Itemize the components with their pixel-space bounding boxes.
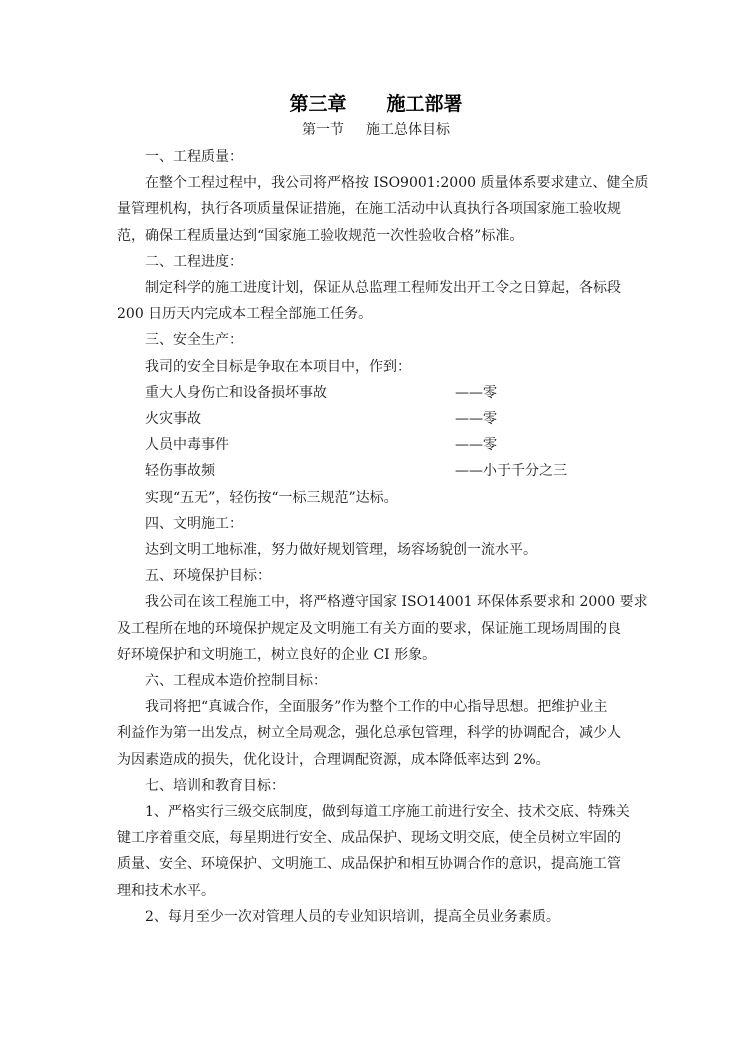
safety-target-label: 重大人身伤亡和设备损坏事故 (145, 384, 327, 401)
safety-target-label: 火灾事故 (145, 411, 201, 428)
safety-target-row (117, 458, 635, 484)
quality-line-1: 在整个工程过程中，我公司将严格按 ISO9001:2000 质量体系要求建立、健全质 (145, 175, 649, 192)
environment-line-1: 我公司在该工程施工中，将严格遵守国家 ISO14001 环保体系要求和 2000 要求 (145, 594, 648, 611)
heading-training: 七、培训和教育目标： (145, 777, 285, 794)
civilized-body: 达到文明工地标准，努力做好规划管理，场容场貌创一流水平。 (145, 542, 537, 559)
training-item-1-line-4: 理和技术水平。 (117, 882, 215, 899)
safety-target-value: ——小于千分之三 (455, 463, 567, 480)
safety-closing: 实现“五无”，轻伤按“一标三规范”达标。 (145, 489, 398, 506)
document-page (117, 90, 649, 930)
safety-target-row (117, 432, 635, 458)
chapter-name: 施工部署 (386, 93, 463, 115)
heading-safety: 三、安全生产： (145, 332, 243, 349)
environment-line-3: 好环境保护和文明施工，树立良好的企业 CI 形象。 (117, 646, 437, 663)
heading-schedule: 二、工程进度： (145, 253, 243, 270)
safety-target-value: ——零 (455, 411, 497, 428)
cost-line-1: 我司将把“真诚合作，全面服务”作为整个工作的中心指导思想。把维护业主 (145, 699, 608, 716)
environment-line-2: 及工程所在地的环境保护规定及文明施工有关方面的要求，保证施工现场周围的良 (117, 620, 621, 637)
training-item-1-line-2: 键工序着重交底，每星期进行安全、成品保护、现场文明交底，使全员树立牢固的 (117, 830, 621, 847)
training-item-1-line-1: 1、严格实行三级交底制度，做到每道工序施工前进行安全、技术交底、特殊关 (145, 804, 630, 821)
heading-cost: 六、工程成本造价控制目标： (145, 673, 327, 690)
safety-target-value: ——零 (455, 384, 497, 401)
chapter-number: 第三章 (289, 93, 347, 115)
quality-line-2: 量管理机构，执行各项质量保证措施，在施工活动中认真执行各项国家施工验收规 (117, 201, 621, 218)
safety-intro: 我司的安全目标是争取在本项目中，作到： (145, 358, 411, 375)
safety-target-row (117, 406, 635, 432)
safety-target-row (117, 380, 635, 406)
training-item-1-line-3: 质量、安全、环境保护、文明施工、成品保护和相互协调合作的意识，提高施工管 (117, 856, 621, 873)
cost-line-3: 为因素造成的损失，优化设计，合理调配资源，成本降低率达到 2%。 (117, 751, 550, 768)
safety-target-value: ——零 (455, 437, 497, 454)
section-number: 第一节 (302, 122, 344, 138)
section-title (117, 118, 635, 142)
section-name: 施工总体目标 (366, 122, 450, 138)
cost-line-2: 利益作为第一出发点，树立全局观念，强化总承包管理，科学的协调配合，减少人 (117, 725, 621, 742)
heading-environment: 五、环境保护目标： (145, 568, 271, 585)
schedule-line-2: 200 日历天内完成本工程全部施工任务。 (117, 306, 373, 323)
heading-quality: 一、工程质量： (145, 149, 243, 165)
schedule-line-1: 制定科学的施工进度计划，保证从总监理工程师发出开工令之日算起，各标段 (145, 280, 621, 297)
chapter-title (117, 90, 635, 118)
heading-civilized: 四、文明施工： (145, 515, 243, 532)
training-item-2-line-1: 2、每月至少一次对管理人员的专业知识培训，提高全员业务素质。 (145, 908, 560, 925)
safety-target-label: 轻伤事故频 (145, 463, 215, 480)
quality-line-3: 范，确保工程质量达到“国家施工验收规范一次性验收合格”标准。 (117, 227, 524, 244)
safety-target-label: 人员中毒事件 (145, 437, 229, 454)
